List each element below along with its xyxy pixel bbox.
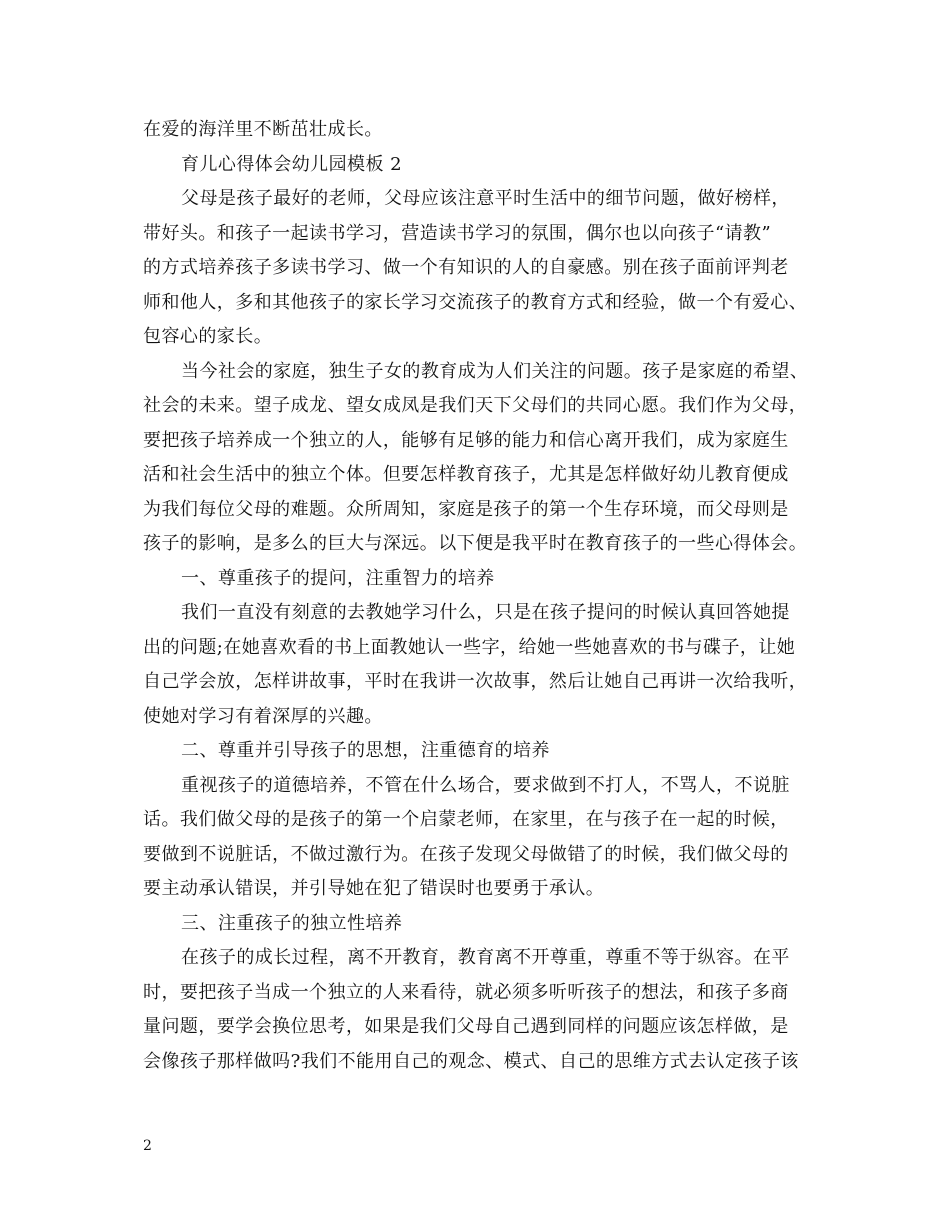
text-line: 父母是孩子最好的老师，父母应该注意平时生活中的细节问题，做好榜样， — [181, 188, 790, 209]
text-line: 包容心的家长。 — [143, 326, 273, 347]
text-line: 话。我们做父母的是孩子的第一个启蒙老师，在家里，在与孩子在一起的时候， — [143, 809, 789, 830]
text-line: 育儿心得体会幼儿园模板 2 — [181, 153, 403, 175]
text-line: 的方式培养孩子多读书学习、做一个有知识的人的自豪感。别在孩子面前评判老 — [143, 257, 789, 278]
text-line: 时，要把孩子当成一个独立的人来看待，就必须多听听孩子的想法，和孩子多商 — [143, 981, 789, 1003]
text-line: 会像孩子那样做吗?我们不能用自己的观念、模式、自己的思维方式去认定孩子该 — [143, 1050, 799, 1072]
text-line: 要主动承认错误，并引导她在犯了错误时也要勇于承认。 — [143, 878, 605, 899]
text-line: 活和社会生活中的独立个体。但要怎样教育孩子，尤其是怎样做好幼儿教育便成 — [143, 464, 789, 485]
text-line: 为我们每位父母的难题。众所周知，家庭是孩子的第一个生存环境，而父母则是 — [143, 498, 789, 520]
text-line: 当今社会的家庭，独生子女的教育成为人们关注的问题。孩子是家庭的希望、 — [181, 360, 809, 382]
text-line: 量问题，要学会换位思考，如果是我们父母自己遇到同样的问题应该怎样做，是 — [143, 1016, 789, 1037]
document-body — [143, 113, 827, 1079]
text-line: 师和他人，多和其他孩子的家长学习交流孩子的教育方式和经验，做一个有爱心、 — [143, 291, 808, 313]
text-line: 在孩子的成长过程，离不开教育，教育离不开尊重，尊重不等于纵容。在平 — [181, 947, 790, 968]
text-line: 带好头。和孩子一起读书学习，营造读书学习的氛围，偶尔也以向孩子“请教” — [143, 222, 772, 244]
text-line: 出的问题;在她喜欢看的书上面教她认一些字，给她一些她喜欢的书与碟子，让她 — [143, 636, 796, 658]
text-line: 孩子的影响，是多么的巨大与深远。以下便是我平时在教育孩子的一些心得体会。 — [143, 533, 808, 554]
text-line: 自己学会放，怎样讲故事，平时在我讲一次故事，然后让她自己再讲一次给我听， — [143, 671, 808, 692]
text-line: 我们一直没有刻意的去教她学习什么，只是在孩子提问的时候认真回答她提 — [181, 602, 790, 623]
text-line: 一、尊重孩子的提问，注重智力的培养 — [181, 567, 495, 589]
text-line: 重视孩子的道德培养，不管在什么场合，要求做到不打人，不骂人，不说脏 — [181, 774, 790, 796]
text-line: 二、尊重并引导孩子的思想，注重德育的培养 — [181, 740, 550, 761]
text-line: 要把孩子培养成一个独立的人，能够有足够的能力和信心离开我们，成为家庭生 — [143, 429, 789, 451]
text-line: 要做到不说脏话，不做过激行为。在孩子发现父母做错了的时候，我们做父母的 — [143, 843, 789, 865]
text-line: 社会的未来。望子成龙、望女成凤是我们天下父母们的共同心愿。我们作为父母， — [143, 395, 808, 416]
text-line: 使她对学习有着深厚的兴趣。 — [143, 705, 383, 727]
page-number: 2 — [143, 1138, 152, 1154]
text-line: 三、注重孩子的独立性培养 — [181, 912, 403, 934]
text-line: 在爱的海洋里不断茁壮成长。 — [143, 119, 383, 140]
